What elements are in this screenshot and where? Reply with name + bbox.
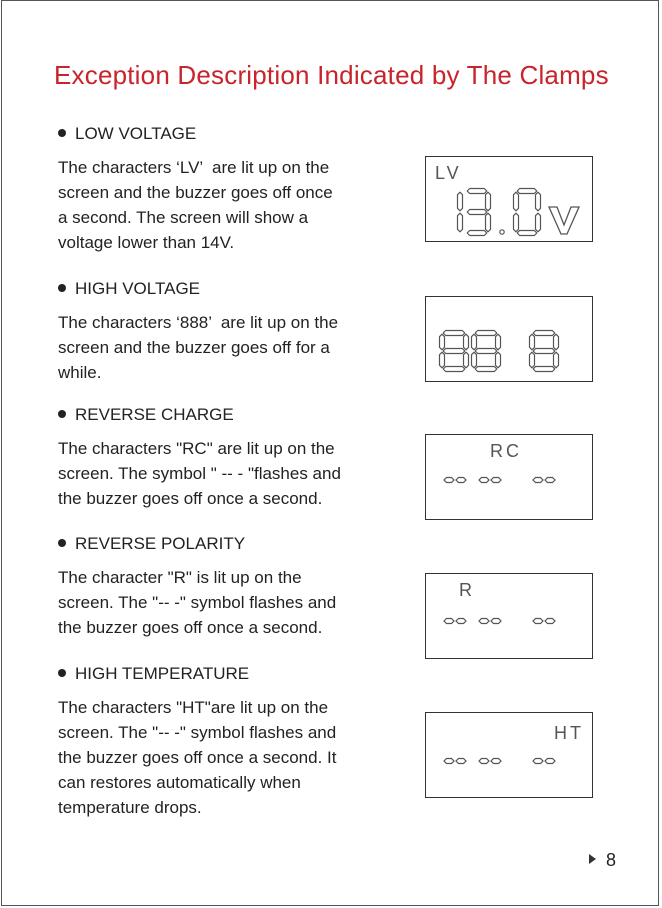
dash-segment-1 — [444, 619, 454, 624]
digit-3 — [467, 189, 490, 236]
dash-segment-2 — [456, 759, 466, 764]
bullet-icon — [58, 539, 66, 547]
segment-c — [496, 352, 501, 368]
dash-2 — [479, 619, 501, 624]
display-label-ht: HT — [554, 723, 584, 743]
digit-8-c — [530, 331, 559, 372]
segment-a — [475, 331, 497, 336]
dash-segment-2 — [545, 478, 555, 483]
segment-a — [533, 331, 555, 336]
dash-segment-2 — [491, 478, 501, 483]
text-low-voltage: The characters ‘LV’ are lit up on the screen and the buzzer goes off once a second. The screen will show a voltage lower than 14V. — [58, 158, 333, 252]
page-number: 8 — [589, 850, 616, 871]
segment-f — [514, 192, 519, 211]
dash-2 — [479, 478, 501, 483]
display-dashes-rc — [426, 435, 594, 521]
dash-3 — [533, 478, 555, 483]
unit-v-mark — [549, 207, 579, 234]
display-high-voltage — [425, 296, 593, 382]
segment-d — [533, 367, 555, 372]
dash-segment-2 — [456, 619, 466, 624]
display-dashes-ht — [426, 713, 594, 799]
segment-d — [475, 367, 497, 372]
digit-0 — [514, 189, 541, 236]
segment-e — [530, 352, 535, 368]
segment-c — [458, 213, 463, 232]
dash-3 — [533, 619, 555, 624]
bullet-icon — [58, 669, 66, 677]
dash-segment-1 — [533, 759, 543, 764]
heading-high-temperature: HIGH TEMPERATURE — [58, 664, 249, 684]
segment-g — [467, 210, 487, 215]
display-reverse-charge — [425, 434, 593, 520]
segment-f — [530, 334, 535, 350]
segment-f — [440, 334, 445, 350]
digit-1 — [458, 192, 463, 232]
display-high-temperature — [425, 712, 593, 798]
triangle-marker-icon — [589, 854, 596, 864]
dash-segment-1 — [479, 619, 489, 624]
segment-a — [517, 189, 537, 194]
text-high-temperature: The characters "HT"are lit up on the screen. The "-- -" symbol flashes and the buzzer goes off once a second. It can restores automatically when temperature drops. — [58, 698, 337, 817]
heading-low-voltage: LOW VOLTAGE — [58, 124, 196, 144]
dash-segment-2 — [491, 759, 501, 764]
dash-1 — [444, 619, 466, 624]
segment-g — [533, 349, 555, 354]
heading-high-voltage: HIGH VOLTAGE — [58, 279, 200, 299]
dash-segment-1 — [479, 759, 489, 764]
segment-a — [443, 331, 465, 336]
display-label-r: R — [459, 580, 475, 600]
dash-2 — [479, 759, 501, 764]
display-digits-lv — [426, 157, 594, 243]
dash-segment-1 — [479, 478, 489, 483]
display-reverse-polarity — [425, 573, 593, 659]
segment-c — [554, 352, 559, 368]
dash-segment-2 — [545, 619, 555, 624]
segment-b — [464, 334, 469, 350]
display-label-rc: RC — [490, 441, 522, 461]
segment-b — [458, 192, 463, 211]
display-dashes-r — [426, 574, 594, 660]
dash-segment-1 — [444, 478, 454, 483]
heading-reverse-charge: REVERSE CHARGE — [58, 405, 234, 425]
segment-d — [467, 231, 487, 236]
bullet-icon — [58, 410, 66, 418]
dash-segment-1 — [444, 759, 454, 764]
dash-segment-2 — [456, 478, 466, 483]
segment-e — [472, 352, 477, 368]
segment-a — [467, 189, 487, 194]
text-reverse-charge: The characters "RC" are lit up on the screen. The symbol " -- - "flashes and the buzzer goes off once a second. — [58, 439, 341, 508]
segment-c — [486, 213, 491, 232]
segment-d — [443, 367, 465, 372]
segment-d — [517, 231, 537, 236]
segment-b — [536, 192, 541, 211]
segment-b — [496, 334, 501, 350]
digit-8-a — [440, 331, 469, 372]
segment-e — [514, 213, 519, 232]
dash-1 — [444, 759, 466, 764]
page-title: Exception Description Indicated by The Clamps — [54, 60, 609, 90]
text-reverse-polarity: The character "R" is lit up on the screen. The "-- -" symbol flashes and the buzzer goes off once a second. — [58, 568, 337, 637]
display-low-voltage — [425, 156, 593, 242]
segment-b — [486, 192, 491, 211]
decimal-point — [500, 230, 504, 234]
segment-g — [443, 349, 465, 354]
bullet-icon — [58, 129, 66, 137]
segment-b — [554, 334, 559, 350]
heading-reverse-polarity: REVERSE POLARITY — [58, 534, 245, 554]
dash-segment-2 — [545, 759, 555, 764]
segment-f — [472, 334, 477, 350]
segment-g — [475, 349, 497, 354]
segment-c — [464, 352, 469, 368]
dash-segment-2 — [491, 619, 501, 624]
text-high-voltage: The characters ‘888’ are lit up on the screen and the buzzer goes off for a while. — [58, 313, 339, 382]
digit-8-b — [472, 331, 501, 372]
segment-e — [440, 352, 445, 368]
dash-1 — [444, 478, 466, 483]
segment-c — [536, 213, 541, 232]
dash-3 — [533, 759, 555, 764]
bullet-icon — [58, 284, 66, 292]
dash-segment-1 — [533, 619, 543, 624]
dash-segment-1 — [533, 478, 543, 483]
display-digits-888 — [426, 297, 594, 383]
display-label-lv: LV — [435, 163, 462, 183]
